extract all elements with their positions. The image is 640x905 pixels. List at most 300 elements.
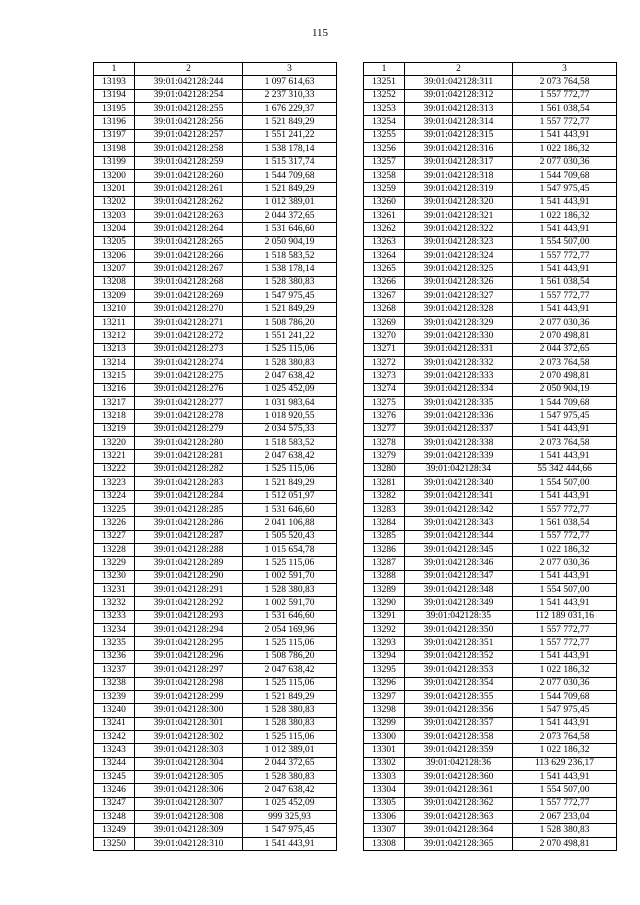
row-number-cell: 13233: [94, 610, 135, 623]
table-row: [94, 250, 337, 263]
value-cell: 1 557 772,77: [513, 290, 617, 303]
table-row: [364, 797, 617, 810]
cadastral-number-cell: 39:01:042128:287: [135, 530, 243, 543]
cadastral-number-cell: 39:01:042128:319: [405, 183, 513, 196]
value-cell: 1 557 772,77: [513, 530, 617, 543]
table-row: [94, 89, 337, 102]
table-row: [364, 530, 617, 543]
table-row: [364, 383, 617, 396]
row-number-cell: 13244: [94, 757, 135, 770]
table-row: [364, 584, 617, 597]
row-number-cell: 13199: [94, 156, 135, 169]
row-number-cell: 13229: [94, 557, 135, 570]
table-row: [94, 677, 337, 690]
page-number: 115: [311, 27, 329, 39]
row-number-cell: 13272: [364, 356, 405, 369]
cadastral-number-cell: 39:01:042128:360: [405, 771, 513, 784]
table-row: [94, 784, 337, 797]
cadastral-number-cell: 39:01:042128:266: [135, 250, 243, 263]
row-number-cell: 13204: [94, 223, 135, 236]
cadastral-number-cell: 39:01:042128:300: [135, 704, 243, 717]
row-number-cell: 13208: [94, 276, 135, 289]
table-row: [94, 437, 337, 450]
table-row: [94, 330, 337, 343]
cadastral-number-cell: 39:01:042128:275: [135, 370, 243, 383]
value-cell: 1 561 038,54: [513, 103, 617, 116]
cadastral-number-cell: 39:01:042128:329: [405, 316, 513, 329]
value-cell: 1 554 507,00: [513, 584, 617, 597]
value-cell: 2 070 498,81: [513, 330, 617, 343]
value-cell: 1 525 115,06: [243, 730, 337, 743]
cadastral-number-cell: 39:01:042128:331: [405, 343, 513, 356]
row-number-cell: 13210: [94, 303, 135, 316]
row-number-cell: 13256: [364, 143, 405, 156]
value-cell: 1 025 452,09: [243, 797, 337, 810]
table-row: [94, 637, 337, 650]
row-number-cell: 13281: [364, 477, 405, 490]
row-number-cell: 13227: [94, 530, 135, 543]
row-number-cell: 13280: [364, 463, 405, 476]
value-cell: 1 528 380,83: [243, 704, 337, 717]
row-number-cell: 13234: [94, 624, 135, 637]
table-row: [94, 597, 337, 610]
table-row: [364, 343, 617, 356]
cadastral-number-cell: 39:01:042128:283: [135, 477, 243, 490]
row-number-cell: 13268: [364, 303, 405, 316]
value-cell: 1 525 115,06: [243, 637, 337, 650]
cadastral-number-cell: 39:01:042128:254: [135, 89, 243, 102]
value-cell: 1 022 186,32: [513, 664, 617, 677]
row-number-cell: 13238: [94, 677, 135, 690]
cadastral-number-cell: 39:01:042128:279: [135, 423, 243, 436]
row-number-cell: 13297: [364, 690, 405, 703]
value-cell: 2 077 030,36: [513, 557, 617, 570]
row-number-cell: 13288: [364, 570, 405, 583]
value-cell: 1 097 614,63: [243, 76, 337, 89]
cadastral-number-cell: 39:01:042128:323: [405, 236, 513, 249]
value-cell: 1 012 389,01: [243, 196, 337, 209]
value-cell: 2 047 638,42: [243, 664, 337, 677]
table-row: [94, 570, 337, 583]
value-cell: 1 541 443,91: [513, 129, 617, 142]
row-number-cell: 13230: [94, 570, 135, 583]
value-cell: 1 541 443,91: [513, 196, 617, 209]
cadastral-number-cell: 39:01:042128:278: [135, 410, 243, 423]
row-number-cell: 13222: [94, 463, 135, 476]
row-number-cell: 13194: [94, 89, 135, 102]
table-row: [94, 290, 337, 303]
value-cell: 2 077 030,36: [513, 677, 617, 690]
cadastral-number-cell: 39:01:042128:281: [135, 450, 243, 463]
row-number-cell: 13226: [94, 517, 135, 530]
row-number-cell: 13265: [364, 263, 405, 276]
row-number-cell: 13209: [94, 290, 135, 303]
column-header: 2: [135, 63, 243, 76]
row-number-cell: 13290: [364, 597, 405, 610]
value-cell: 1 541 443,91: [513, 490, 617, 503]
cadastral-number-cell: 39:01:042128:345: [405, 543, 513, 556]
value-cell: 2 044 372,65: [243, 209, 337, 222]
row-number-cell: 13198: [94, 143, 135, 156]
value-cell: 1 022 186,32: [513, 143, 617, 156]
value-cell: 1 538 178,14: [243, 263, 337, 276]
table-row: [364, 717, 617, 730]
cadastral-number-cell: 39:01:042128:349: [405, 597, 513, 610]
value-cell: 1 547 975,45: [513, 704, 617, 717]
value-cell: 1 541 443,91: [513, 263, 617, 276]
cadastral-table-right: [363, 62, 617, 851]
cadastral-number-cell: 39:01:042128:274: [135, 356, 243, 369]
table-row: [364, 396, 617, 409]
cadastral-number-cell: 39:01:042128:277: [135, 396, 243, 409]
row-number-cell: 13266: [364, 276, 405, 289]
cadastral-number-cell: 39:01:042128:299: [135, 690, 243, 703]
cadastral-number-cell: 39:01:042128:261: [135, 183, 243, 196]
column-header: 1: [94, 63, 135, 76]
row-number-cell: 13255: [364, 129, 405, 142]
cadastral-number-cell: 39:01:042128:342: [405, 503, 513, 516]
value-cell: 1 561 038,54: [513, 276, 617, 289]
table-row: [94, 490, 337, 503]
row-number-cell: 13270: [364, 330, 405, 343]
cadastral-number-cell: 39:01:042128:280: [135, 437, 243, 450]
cadastral-number-cell: 39:01:042128:306: [135, 784, 243, 797]
cadastral-number-cell: 39:01:042128:339: [405, 450, 513, 463]
table-row: [364, 490, 617, 503]
value-cell: 2 073 764,58: [513, 437, 617, 450]
row-number-cell: 13203: [94, 209, 135, 222]
table-row: [94, 811, 337, 824]
row-number-cell: 13269: [364, 316, 405, 329]
value-cell: 1 547 975,45: [513, 183, 617, 196]
row-number-cell: 13262: [364, 223, 405, 236]
cadastral-number-cell: 39:01:042128:350: [405, 624, 513, 637]
row-number-cell: 13243: [94, 744, 135, 757]
cadastral-number-cell: 39:01:042128:290: [135, 570, 243, 583]
table-row: [364, 637, 617, 650]
value-cell: 2 034 575,33: [243, 423, 337, 436]
value-cell: 1 508 786,20: [243, 650, 337, 663]
value-cell: 1 512 051,97: [243, 490, 337, 503]
row-number-cell: 13278: [364, 437, 405, 450]
cadastral-number-cell: 39:01:042128:347: [405, 570, 513, 583]
value-cell: 1 528 380,83: [243, 276, 337, 289]
row-number-cell: 13231: [94, 584, 135, 597]
cadastral-number-cell: 39:01:042128:309: [135, 824, 243, 837]
row-number-cell: 13241: [94, 717, 135, 730]
row-number-cell: 13242: [94, 730, 135, 743]
table-row: [364, 597, 617, 610]
cadastral-number-cell: 39:01:042128:354: [405, 677, 513, 690]
row-number-cell: 13304: [364, 784, 405, 797]
row-number-cell: 13206: [94, 250, 135, 263]
cadastral-number-cell: 39:01:042128:313: [405, 103, 513, 116]
row-number-cell: 13267: [364, 290, 405, 303]
row-number-cell: 13308: [364, 837, 405, 850]
row-number-cell: 13251: [364, 76, 405, 89]
value-cell: 1 554 507,00: [513, 784, 617, 797]
row-number-cell: 13212: [94, 330, 135, 343]
cadastral-number-cell: 39:01:042128:363: [405, 811, 513, 824]
table-row: [94, 463, 337, 476]
table-row: [364, 89, 617, 102]
row-number-cell: 13235: [94, 637, 135, 650]
value-cell: 1 541 443,91: [513, 303, 617, 316]
value-cell: 2 044 372,65: [243, 757, 337, 770]
row-number-cell: 13250: [94, 837, 135, 850]
row-number-cell: 13259: [364, 183, 405, 196]
cadastral-number-cell: 39:01:042128:265: [135, 236, 243, 249]
cadastral-number-cell: 39:01:042128:286: [135, 517, 243, 530]
value-cell: 1 521 849,29: [243, 690, 337, 703]
table-row: [94, 316, 337, 329]
table-row: [364, 250, 617, 263]
value-cell: 1 541 443,91: [513, 223, 617, 236]
value-cell: 1 554 507,00: [513, 236, 617, 249]
row-number-cell: 13236: [94, 650, 135, 663]
value-cell: 1 531 646,60: [243, 503, 337, 516]
table-row: [364, 677, 617, 690]
value-cell: 1 528 380,83: [243, 356, 337, 369]
table-row: [94, 169, 337, 182]
row-number-cell: 13219: [94, 423, 135, 436]
cadastral-number-cell: 39:01:042128:284: [135, 490, 243, 503]
table-row: [94, 143, 337, 156]
cadastral-number-cell: 39:01:042128:263: [135, 209, 243, 222]
table-row: [364, 463, 617, 476]
value-cell: 1 022 186,32: [513, 744, 617, 757]
cadastral-number-cell: 39:01:042128:310: [135, 837, 243, 850]
value-cell: 1 541 443,91: [513, 717, 617, 730]
row-number-cell: 13276: [364, 410, 405, 423]
row-number-cell: 13201: [94, 183, 135, 196]
cadastral-number-cell: 39:01:042128:328: [405, 303, 513, 316]
row-number-cell: 13240: [94, 704, 135, 717]
row-number-cell: 13211: [94, 316, 135, 329]
cadastral-number-cell: 39:01:042128:330: [405, 330, 513, 343]
value-cell: 1 031 983,64: [243, 396, 337, 409]
cadastral-number-cell: 39:01:042128:267: [135, 263, 243, 276]
cadastral-number-cell: 39:01:042128:338: [405, 437, 513, 450]
table-row: [364, 517, 617, 530]
row-number-cell: 13289: [364, 584, 405, 597]
cadastral-number-cell: 39:01:042128:361: [405, 784, 513, 797]
table-row: [364, 209, 617, 222]
row-number-cell: 13296: [364, 677, 405, 690]
table-row: [364, 624, 617, 637]
cadastral-number-cell: 39:01:042128:293: [135, 610, 243, 623]
table-row: [364, 704, 617, 717]
row-number-cell: 13275: [364, 396, 405, 409]
row-number-cell: 13274: [364, 383, 405, 396]
value-cell: 2 054 169,96: [243, 624, 337, 637]
cadastral-number-cell: 39:01:042128:314: [405, 116, 513, 129]
table-row: [94, 423, 337, 436]
value-cell: 113 629 236,17: [513, 757, 617, 770]
table-row: [364, 410, 617, 423]
row-number-cell: 13277: [364, 423, 405, 436]
row-number-cell: 13307: [364, 824, 405, 837]
column-header: 2: [405, 63, 513, 76]
value-cell: 1 025 452,09: [243, 383, 337, 396]
row-number-cell: 13221: [94, 450, 135, 463]
value-cell: 1 676 229,37: [243, 103, 337, 116]
row-number-cell: 13263: [364, 236, 405, 249]
table-row: [94, 370, 337, 383]
cadastral-number-cell: 39:01:042128:301: [135, 717, 243, 730]
table-row: [364, 784, 617, 797]
row-number-cell: 13306: [364, 811, 405, 824]
cadastral-number-cell: 39:01:042128:362: [405, 797, 513, 810]
table-row: [94, 116, 337, 129]
table-row: [94, 183, 337, 196]
table-row: [364, 557, 617, 570]
value-cell: 1 002 591,70: [243, 597, 337, 610]
table-row: [94, 557, 337, 570]
row-number-cell: 13254: [364, 116, 405, 129]
cadastral-number-cell: 39:01:042128:36: [405, 757, 513, 770]
table-row: [94, 477, 337, 490]
value-cell: 2 047 638,42: [243, 450, 337, 463]
table-row: [94, 343, 337, 356]
value-cell: 1 521 849,29: [243, 183, 337, 196]
table-row: [94, 757, 337, 770]
cadastral-number-cell: 39:01:042128:340: [405, 477, 513, 490]
table-row: [364, 503, 617, 516]
value-cell: 2 073 764,58: [513, 356, 617, 369]
value-cell: 1 557 772,77: [513, 637, 617, 650]
row-number-cell: 13279: [364, 450, 405, 463]
cadastral-number-cell: 39:01:042128:295: [135, 637, 243, 650]
row-number-cell: 13282: [364, 490, 405, 503]
cadastral-number-cell: 39:01:042128:311: [405, 76, 513, 89]
table-row: [94, 543, 337, 556]
cadastral-number-cell: 39:01:042128:359: [405, 744, 513, 757]
table-row: [364, 263, 617, 276]
row-number-cell: 13273: [364, 370, 405, 383]
cadastral-number-cell: 39:01:042128:298: [135, 677, 243, 690]
value-cell: 2 067 233,04: [513, 811, 617, 824]
row-number-cell: 13237: [94, 664, 135, 677]
cadastral-number-cell: 39:01:042128:34: [405, 463, 513, 476]
row-number-cell: 13214: [94, 356, 135, 369]
table-row: [364, 744, 617, 757]
table-row: [364, 223, 617, 236]
cadastral-number-cell: 39:01:042128:321: [405, 209, 513, 222]
table-row: [364, 650, 617, 663]
header-row: [364, 63, 617, 76]
cadastral-number-cell: 39:01:042128:346: [405, 557, 513, 570]
table-row: [94, 209, 337, 222]
row-number-cell: 13284: [364, 517, 405, 530]
table-row: [94, 530, 337, 543]
table-row: [94, 236, 337, 249]
table-row: [94, 410, 337, 423]
value-cell: 2 077 030,36: [513, 316, 617, 329]
row-number-cell: 13258: [364, 169, 405, 182]
cadastral-number-cell: 39:01:042128:348: [405, 584, 513, 597]
row-number-cell: 13264: [364, 250, 405, 263]
table-row: [364, 116, 617, 129]
cadastral-number-cell: 39:01:042128:316: [405, 143, 513, 156]
table-row: [94, 263, 337, 276]
row-number-cell: 13225: [94, 503, 135, 516]
table-row: [364, 76, 617, 89]
table-row: [364, 664, 617, 677]
cadastral-number-cell: 39:01:042128:327: [405, 290, 513, 303]
row-number-cell: 13302: [364, 757, 405, 770]
header-row: [94, 63, 337, 76]
row-number-cell: 13253: [364, 103, 405, 116]
cadastral-number-cell: 39:01:042128:260: [135, 169, 243, 182]
cadastral-number-cell: 39:01:042128:318: [405, 169, 513, 182]
row-number-cell: 13257: [364, 156, 405, 169]
value-cell: 1 525 115,06: [243, 463, 337, 476]
table-row: [364, 276, 617, 289]
value-cell: 2 044 372,65: [513, 343, 617, 356]
cadastral-number-cell: 39:01:042128:358: [405, 730, 513, 743]
row-number-cell: 13228: [94, 543, 135, 556]
value-cell: 1 551 241,22: [243, 129, 337, 142]
cadastral-number-cell: 39:01:042128:312: [405, 89, 513, 102]
table-row: [94, 584, 337, 597]
cadastral-number-cell: 39:01:042128:335: [405, 396, 513, 409]
cadastral-number-cell: 39:01:042128:257: [135, 129, 243, 142]
row-number-cell: 13299: [364, 717, 405, 730]
value-cell: 55 342 444,66: [513, 463, 617, 476]
value-cell: 1 525 115,06: [243, 343, 337, 356]
value-cell: 2 070 498,81: [513, 370, 617, 383]
table-row: [364, 690, 617, 703]
cadastral-number-cell: 39:01:042128:343: [405, 517, 513, 530]
table-row: [94, 771, 337, 784]
value-cell: 1 022 186,32: [513, 209, 617, 222]
cadastral-number-cell: 39:01:042128:268: [135, 276, 243, 289]
value-cell: 1 528 380,83: [513, 824, 617, 837]
value-cell: 1 557 772,77: [513, 250, 617, 263]
value-cell: 1 554 507,00: [513, 477, 617, 490]
value-cell: 1 541 443,91: [513, 597, 617, 610]
table-row: [364, 477, 617, 490]
cadastral-number-cell: 39:01:042128:304: [135, 757, 243, 770]
row-number-cell: 13232: [94, 597, 135, 610]
row-number-cell: 13305: [364, 797, 405, 810]
row-number-cell: 13300: [364, 730, 405, 743]
row-number-cell: 13291: [364, 610, 405, 623]
cadastral-number-cell: 39:01:042128:357: [405, 717, 513, 730]
value-cell: 1 541 443,91: [513, 423, 617, 436]
value-cell: 1 528 380,83: [243, 584, 337, 597]
table-row: [364, 129, 617, 142]
row-number-cell: 13286: [364, 543, 405, 556]
value-cell: 2 041 106,88: [243, 517, 337, 530]
value-cell: 2 047 638,42: [243, 370, 337, 383]
row-number-cell: 13207: [94, 263, 135, 276]
row-number-cell: 13223: [94, 477, 135, 490]
row-number-cell: 13301: [364, 744, 405, 757]
row-number-cell: 13196: [94, 116, 135, 129]
cadastral-number-cell: 39:01:042128:269: [135, 290, 243, 303]
value-cell: 1 544 709,68: [513, 169, 617, 182]
value-cell: 1 557 772,77: [513, 624, 617, 637]
value-cell: 1 018 920,55: [243, 410, 337, 423]
value-cell: 1 547 975,45: [243, 290, 337, 303]
cadastral-number-cell: 39:01:042128:272: [135, 330, 243, 343]
cadastral-number-cell: 39:01:042128:308: [135, 811, 243, 824]
row-number-cell: 13261: [364, 209, 405, 222]
table-row: [94, 717, 337, 730]
table-row: [94, 156, 337, 169]
